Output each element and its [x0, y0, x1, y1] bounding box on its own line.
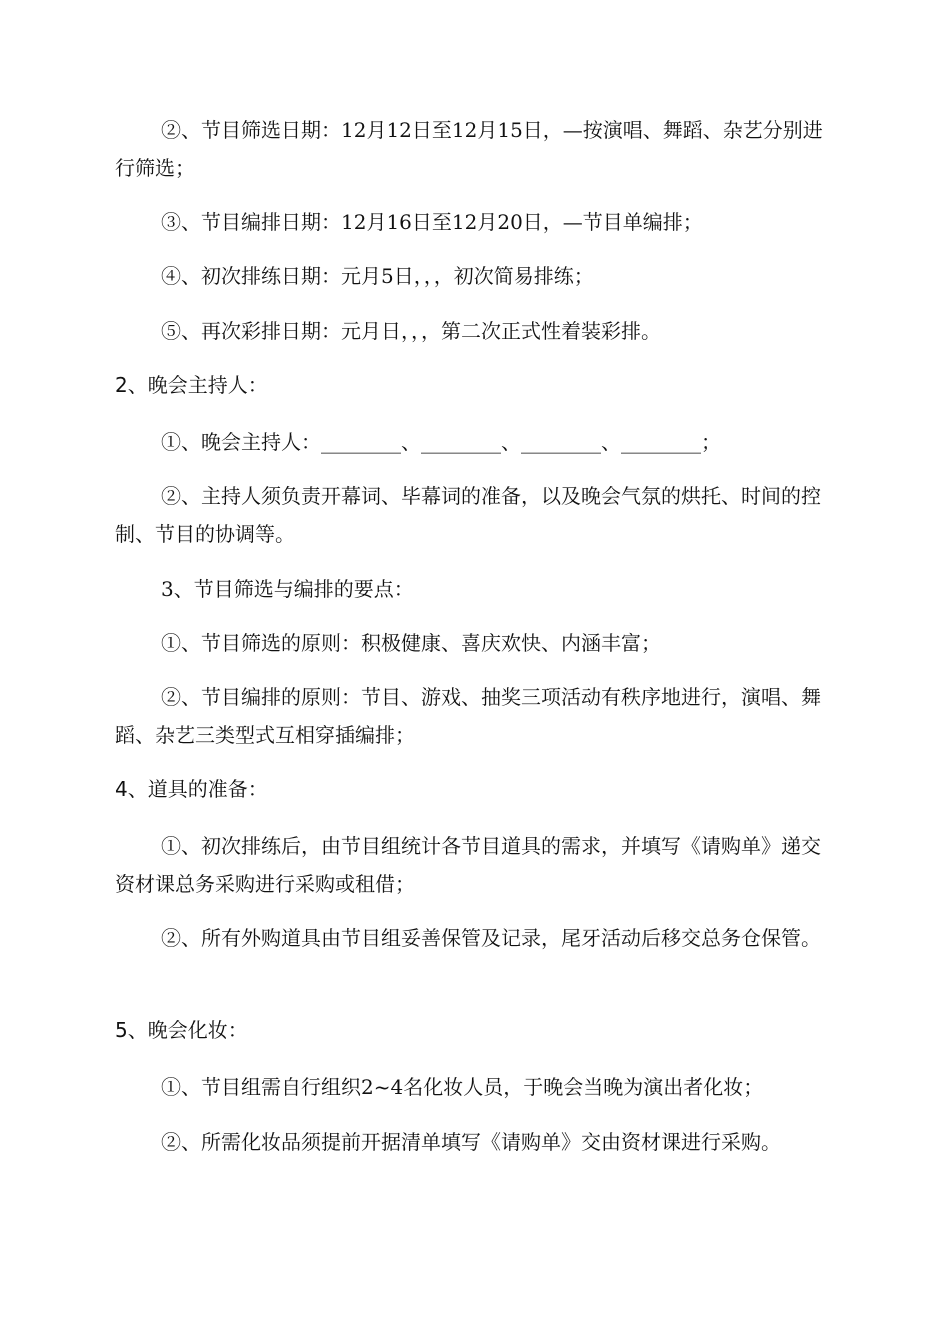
paragraph-host-names: ①、晚会主持人：________、________、________、________； — [161, 430, 721, 454]
paragraph-makeup-purchase: ②、所需化妆品须提前开据清单填写《请购单》交由资材课进行采购。 — [161, 1130, 781, 1154]
section-heading-props: 4、道具的准备： — [115, 777, 268, 801]
paragraph-makeup-staff: ①、节目组需自行组织2~4名化妆人员，于晚会当晚为演出者化妆； — [161, 1075, 764, 1099]
paragraph-screening-date: ②、节目筛选日期：12月12日至12月15日，—按演唱、舞蹈、杂艺分别进行筛选； — [115, 118, 823, 180]
paragraph-arrangement-date: ③、节目编排日期：12月16日至12月20日，—节目单编排； — [161, 210, 703, 234]
paragraph-props-purchase: ①、初次排练后，由节目组统计各节目道具的需求，并填写《请购单》递交资材课总务采购进行采购或租借； — [115, 834, 821, 896]
paragraph-props-storage: ②、所有外购道具由节目组妥善保管及记录，尾牙活动后移交总务仓保管。 — [161, 926, 821, 950]
paragraph-second-rehearsal: ⑤、再次彩排日期：元月日，，，第二次正式性着装彩排。 — [161, 319, 661, 343]
section-heading-program-points: 3、节目筛选与编排的要点： — [161, 577, 414, 601]
paragraph-screening-principle: ①、节目筛选的原则：积极健康、喜庆欢快、内涵丰富； — [161, 631, 661, 655]
paragraph-arrangement-principle: ②、节目编排的原则：节目、游戏、抽奖三项活动有秩序地进行，演唱、舞蹈、杂艺三类型式互相穿插编排； — [115, 685, 821, 747]
paragraph-first-rehearsal: ④、初次排练日期：元月5日，，，初次简易排练； — [161, 264, 594, 288]
paragraph-host-duties: ②、主持人须负责开幕词、毕幕词的准备，以及晚会气氛的烘托、时间的控制、节目的协调等。 — [115, 484, 821, 546]
section-heading-makeup: 5、晚会化妆： — [115, 1018, 248, 1042]
section-heading-hosts: 2、晚会主持人： — [115, 373, 268, 397]
